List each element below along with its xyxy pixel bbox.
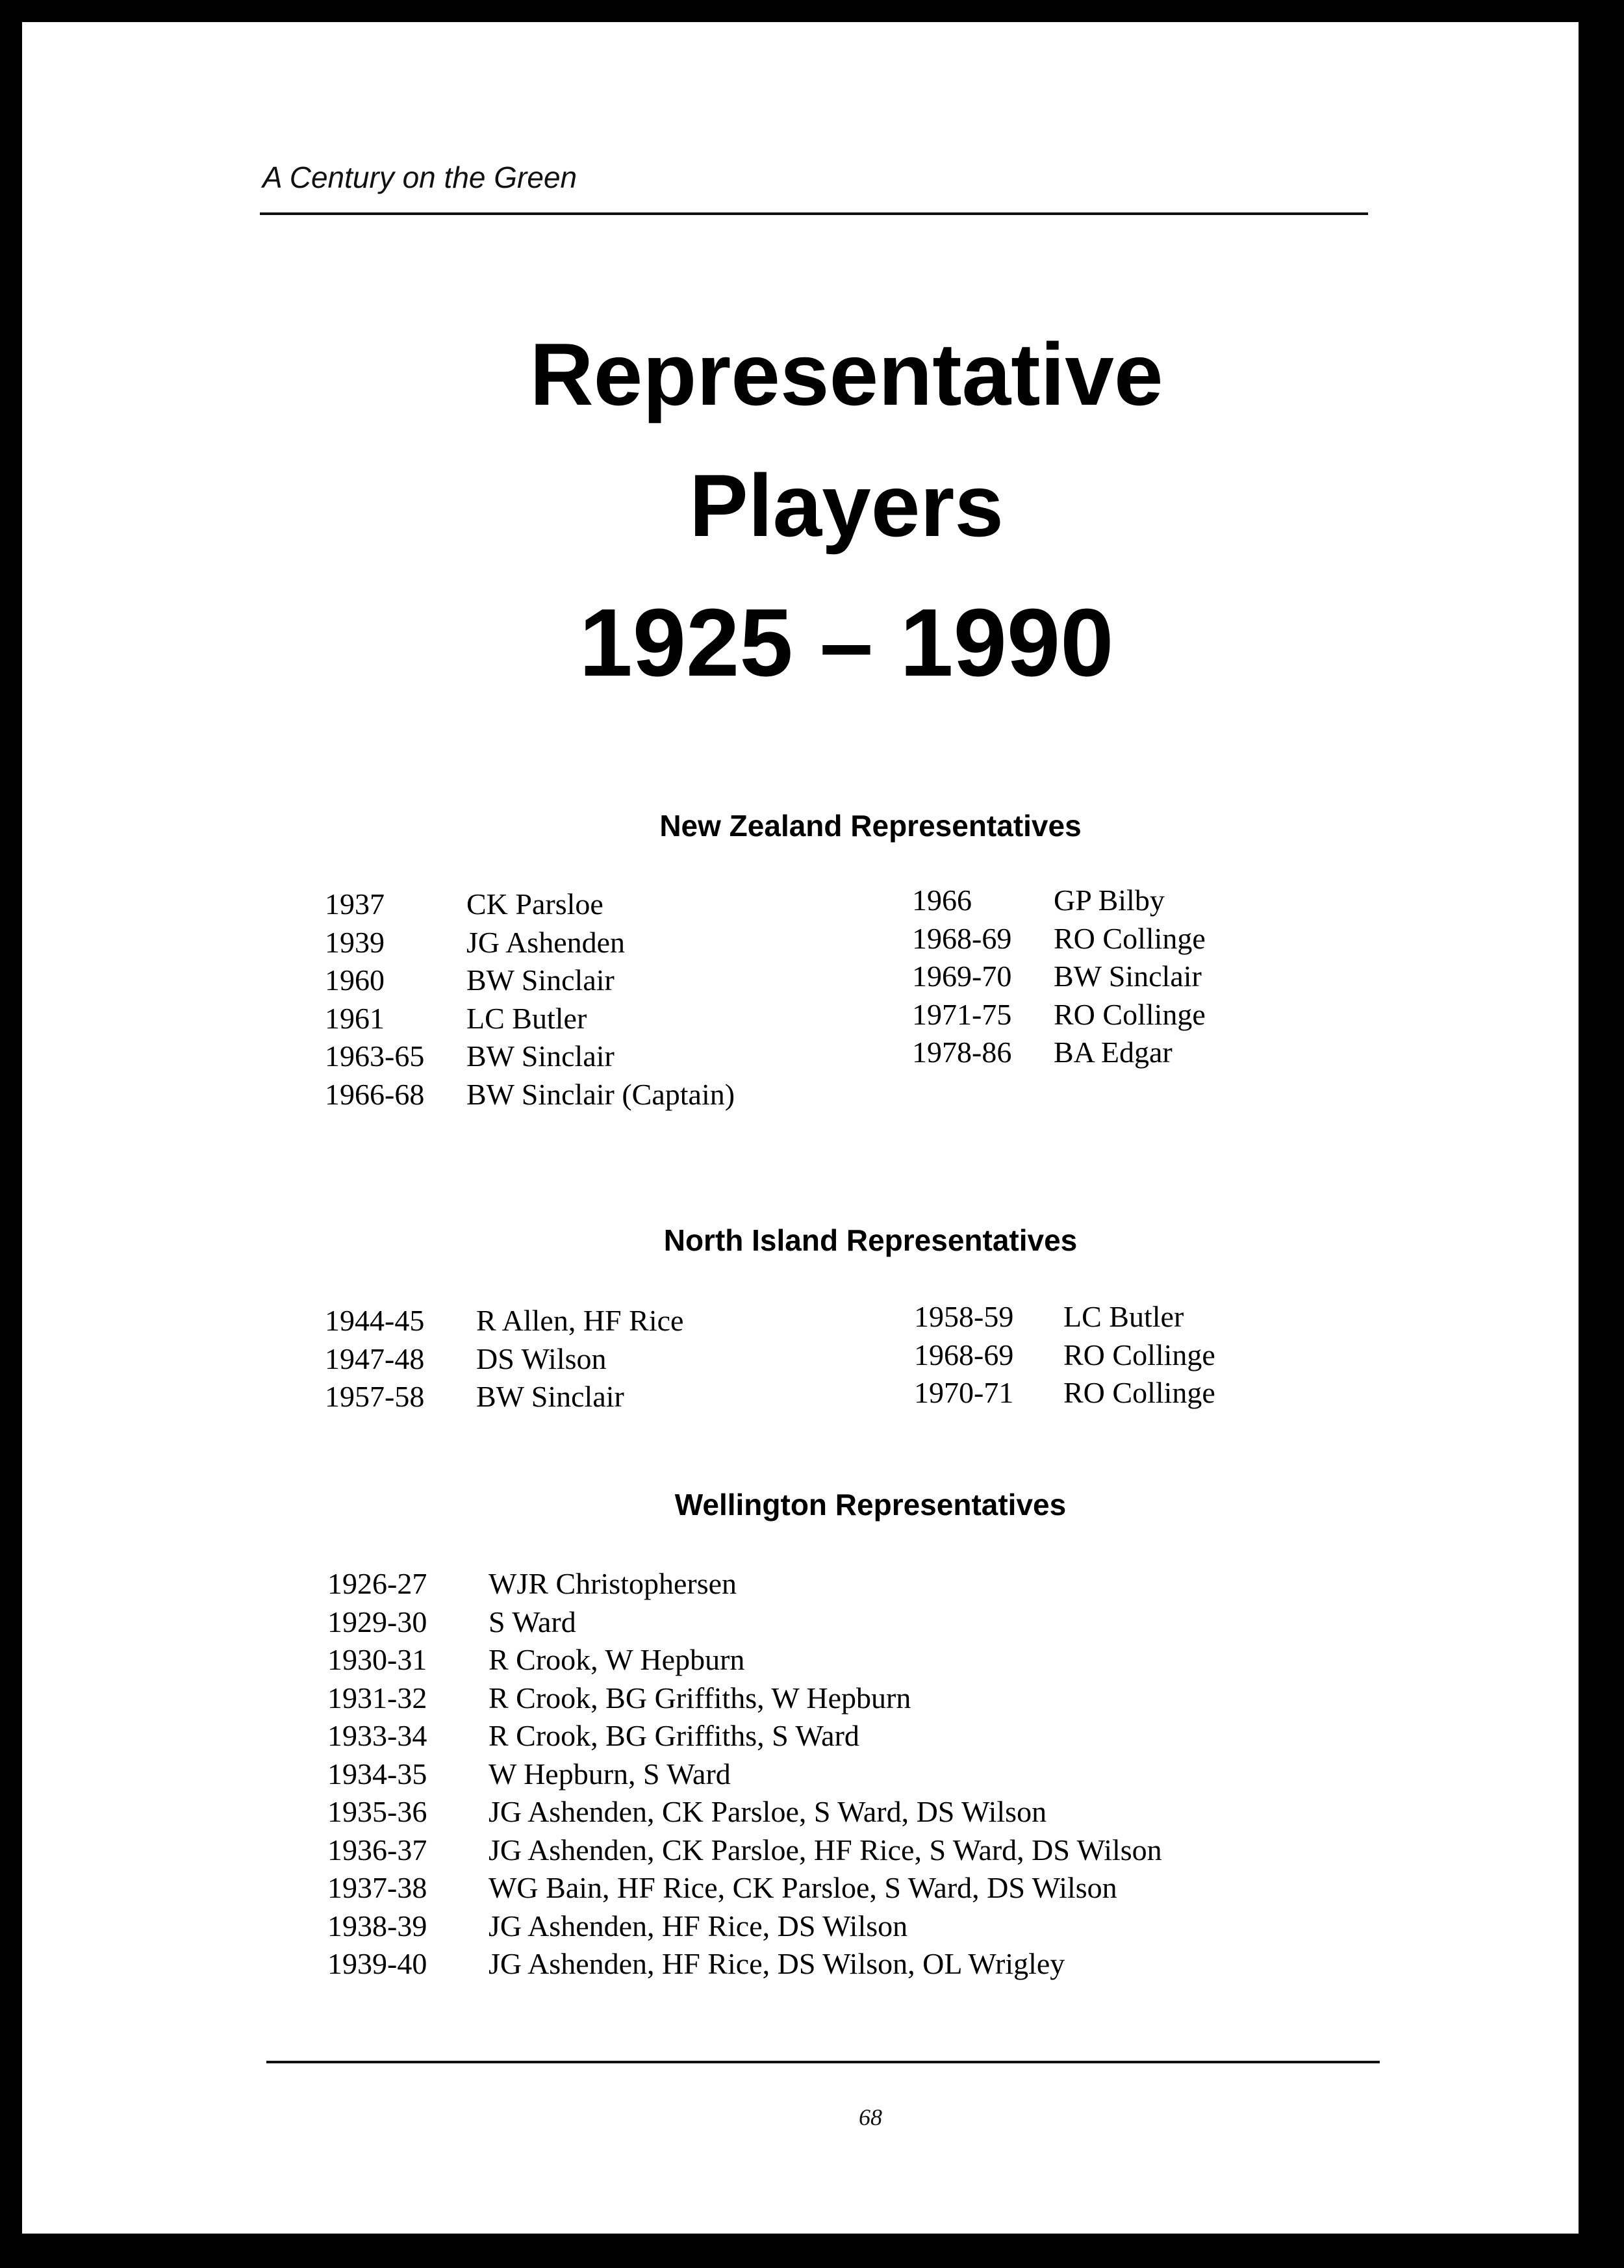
list-item	[914, 1298, 1369, 1336]
list-item	[325, 1378, 844, 1416]
player-names: R Crook, BG Griffiths, S Ward	[488, 1719, 859, 1752]
list-item	[325, 1076, 844, 1114]
list-item	[912, 920, 1367, 958]
player-names: S Ward	[488, 1605, 576, 1638]
year-range: 1961	[325, 1001, 385, 1035]
list-item	[327, 1945, 1432, 1983]
year-range: 1929-30	[327, 1605, 427, 1638]
list-item	[325, 1038, 844, 1076]
nz-section-heading: New Zealand Representatives	[659, 809, 1082, 843]
player-names: RO Collinge	[1063, 1338, 1215, 1371]
list-item	[327, 1755, 1432, 1794]
list-item	[327, 1717, 1432, 1755]
player-names: BW Sinclair	[476, 1380, 624, 1413]
player-names: GP Bilby	[1054, 884, 1165, 917]
nz-left-column	[325, 886, 844, 1114]
year-range: 1969-70	[912, 960, 1012, 993]
list-item	[327, 1869, 1432, 1907]
year-range: 1968-69	[912, 921, 1012, 955]
year-range: 1936-37	[327, 1833, 427, 1867]
year-range: 1934-35	[327, 1757, 427, 1790]
list-item	[325, 1000, 844, 1038]
year-range: 1970-71	[914, 1376, 1014, 1409]
year-range: 1960	[325, 963, 385, 997]
nz-right-column	[912, 882, 1367, 1072]
year-range: 1937	[325, 887, 385, 921]
player-names: BW Sinclair	[466, 1039, 615, 1073]
player-names: JG Ashenden	[466, 925, 626, 959]
player-names: RO Collinge	[1054, 921, 1206, 955]
list-item	[325, 962, 844, 1000]
player-names: BW Sinclair	[466, 963, 615, 997]
player-names: BW Sinclair	[1054, 960, 1202, 993]
list-item	[327, 1907, 1432, 1946]
list-item	[327, 1565, 1432, 1603]
list-item	[912, 958, 1367, 996]
year-range: 1933-34	[327, 1719, 427, 1752]
player-names: R Allen, HF Rice	[476, 1304, 684, 1337]
player-names: CK Parsloe	[466, 887, 603, 921]
list-item	[327, 1831, 1432, 1870]
player-names: JG Ashenden, CK Parsloe, S Ward, DS Wilson	[488, 1795, 1047, 1828]
player-names: R Crook, BG Griffiths, W Hepburn	[488, 1681, 911, 1714]
player-names: LC Butler	[1063, 1300, 1184, 1333]
list-item	[912, 996, 1367, 1034]
year-range: 1930-31	[327, 1643, 427, 1676]
player-names: WJR Christophersen	[488, 1567, 737, 1600]
year-range: 1939-40	[327, 1947, 427, 1980]
running-title: A Century on the Green	[262, 160, 577, 194]
player-names: LC Butler	[466, 1001, 587, 1035]
year-range: 1939	[325, 925, 385, 959]
year-range: 1966-68	[325, 1077, 425, 1111]
player-names: DS Wilson	[476, 1342, 607, 1375]
year-range: 1957-58	[325, 1380, 425, 1413]
player-names: R Crook, W Hepburn	[488, 1643, 745, 1676]
player-names: WG Bain, HF Rice, CK Parsloe, S Ward, DS Wilson	[488, 1871, 1117, 1904]
year-range: 1978-86	[912, 1036, 1012, 1069]
list-item	[914, 1336, 1369, 1375]
list-item	[914, 1374, 1369, 1412]
player-names: BW Sinclair (Captain)	[466, 1077, 735, 1111]
list-item	[325, 886, 844, 924]
footer-rule	[266, 2061, 1380, 2063]
player-names: JG Ashenden, CK Parsloe, HF Rice, S Ward, DS Wilson	[488, 1833, 1162, 1867]
north-island-left-column	[325, 1302, 844, 1416]
north-island-right-column	[914, 1298, 1369, 1412]
player-names: RO Collinge	[1054, 997, 1206, 1031]
north-island-section-heading: North Island Representatives	[663, 1223, 1078, 1257]
list-item	[912, 1034, 1367, 1072]
page-title-years: 1925 – 1990	[579, 589, 1114, 696]
list-item	[327, 1641, 1432, 1679]
year-range: 1963-65	[325, 1039, 425, 1073]
player-names: JG Ashenden, HF Rice, DS Wilson, OL Wrigley	[488, 1947, 1065, 1980]
list-item	[327, 1793, 1432, 1831]
list-item	[912, 882, 1367, 920]
list-item	[325, 1340, 844, 1379]
player-names: JG Ashenden, HF Rice, DS Wilson	[488, 1909, 908, 1943]
year-range: 1938-39	[327, 1909, 427, 1943]
year-range: 1937-38	[327, 1871, 427, 1904]
year-range: 1968-69	[914, 1338, 1014, 1371]
wellington-list	[327, 1565, 1432, 1983]
list-item	[325, 924, 844, 962]
header-rule	[260, 212, 1368, 215]
player-names: RO Collinge	[1063, 1376, 1215, 1409]
player-names: W Hepburn, S Ward	[488, 1757, 731, 1790]
year-range: 1971-75	[912, 997, 1012, 1031]
page-title-line-2: Players	[689, 456, 1004, 555]
year-range: 1931-32	[327, 1681, 427, 1714]
year-range: 1947-48	[325, 1342, 425, 1375]
year-range: 1926-27	[327, 1567, 427, 1600]
list-item	[327, 1603, 1432, 1642]
year-range: 1966	[912, 884, 972, 917]
year-range: 1935-36	[327, 1795, 427, 1828]
year-range: 1958-59	[914, 1300, 1014, 1333]
player-names: BA Edgar	[1054, 1036, 1173, 1069]
page-title-line-1: Representative	[529, 325, 1163, 424]
page	[22, 22, 1579, 2234]
wellington-section-heading: Wellington Representatives	[674, 1488, 1067, 1522]
list-item	[325, 1302, 844, 1340]
year-range: 1944-45	[325, 1304, 425, 1337]
list-item	[327, 1679, 1432, 1718]
page-number: 68	[859, 2104, 882, 2130]
